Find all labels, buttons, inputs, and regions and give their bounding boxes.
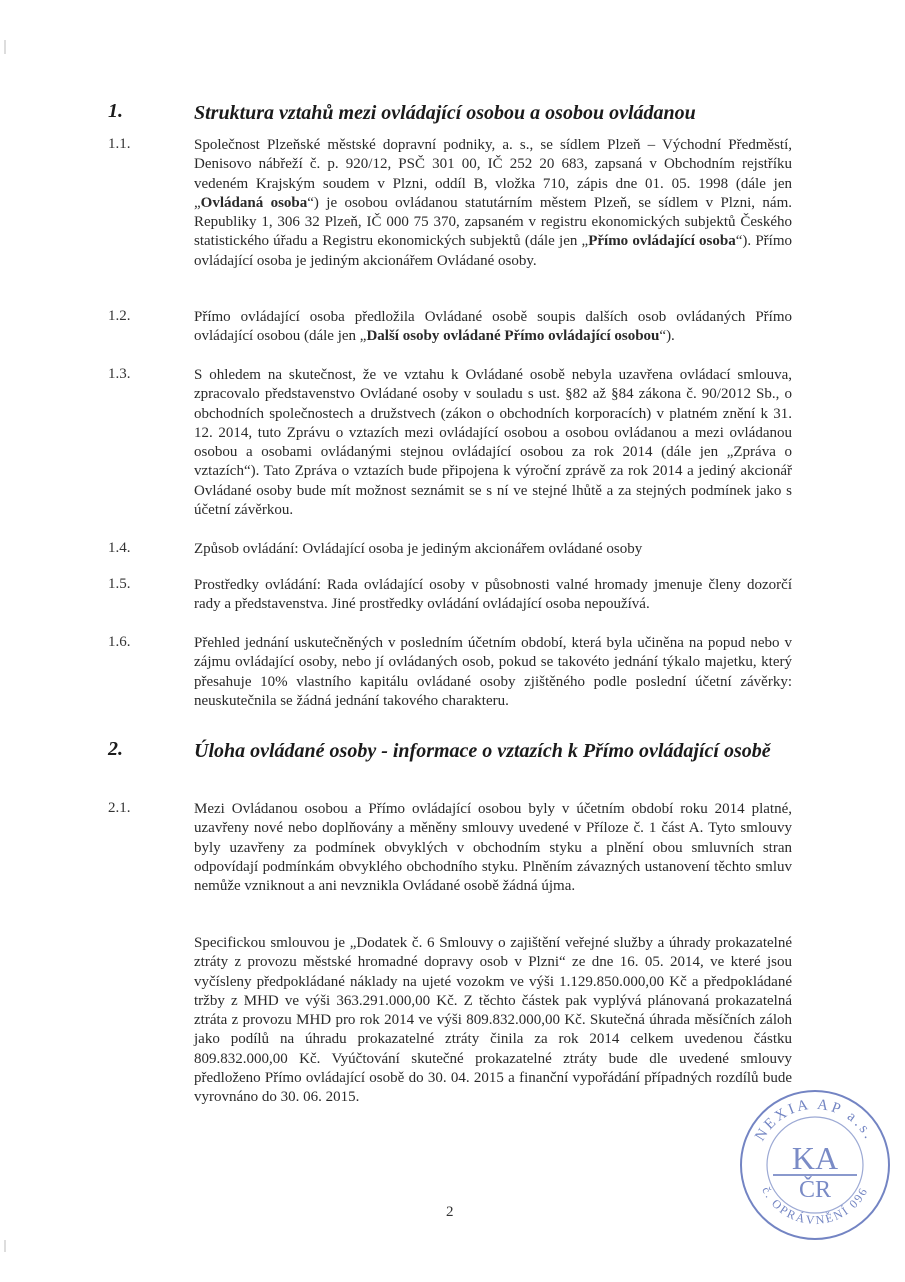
svg-text:KA: KA <box>791 1140 839 1176</box>
paragraph-2-1: Mezi Ovládanou osobou a Přímo ovládající osobou byly v účetním období roku 2014 platné, uzavřeny nové nebo doplňovány a měněny smlouvy uvedené v Příloze č. 1 část A. Tyto smlouvy byly uzavřeny za podmínek obvyklých v obchodním styku a plnění obou smluvních stran odpovídají podmínkám obvyklého obchodního styku. Plněním závazných ustanovení těchto smluv nemůže vzniknout a ani nevznikla Ovládané osobě žádná újma. <box>194 801 792 895</box>
scan-edge-mark <box>4 1240 6 1252</box>
defined-term: Ovládaná osoba <box>200 194 308 211</box>
defined-term: Další osoby ovládané Přímo ovládající osobou <box>366 328 660 345</box>
section-title: Struktura vztahů mezi ovládající osobou a osobou ovládanou <box>194 102 696 124</box>
paragraph-1-3: S ohledem na skutečnost, že ve vztahu k Ovládané osobě nebyla uzavřena ovládací smlouva, zpracovalo představenstvo Ovládané osoby v souladu s ust. §82 až §84 zákona č. 90/2012 Sb., o obchodních společnostech a družstvech (zákon o obchodních korporacích) v platném znění k 31. 12. 2014, tuto Zprávu o vztazích mezi ovládající osobou a osobou ovládanou a mezi ovládanou osobou a osobami ovládanými stejnou ovládající osobou za rok 2014 (dále jen „Zpráva o vztazích“). Tato Zpráva o vztazích bude připojena k výroční zprávě za rok 2014 a jediný akcionář Ovládané osoby bude mít možnost seznámit se s ní ve stejné lhůtě a za stejných podmínek jako s účetní závěrkou. <box>194 367 792 519</box>
svg-text:ČR: ČR <box>798 1177 832 1203</box>
scan-edge-mark <box>4 40 6 54</box>
paragraph-1-1: Společnost Plzeňské městské dopravní podniky, a. s., se sídlem Plzeň – Východní Předměstí, Denisovo nábřeží č. p. 920/12, PSČ 301 00, IČ 252 20 683, zapsaná v Obchodním rejstříku vedeném Krajským soudem v Plzni, oddíl B, vložka 710, zápis dne 01. 05. 1998 (dále jen „Ovládaná osoba“) je osobou ovládanou statutárním městem Plzeň, se sídlem v Plzni, nám. Republiky 1, 306 32 Plzeň, IČ 000 75 370, zapsaném v registru ekonomických subjektů Českého statistického úřadu a Registru ekonomických subjektů (dále jen „Přímo ovládající osoba“). Přímo ovládající osoba je jediným akcionářem Ovládané osoby. <box>194 137 792 269</box>
svg-text:č. OPRÁVNĚNÍ 096: č. OPRÁVNĚNÍ 096 <box>759 1184 871 1228</box>
paragraph-number: 1.1. <box>108 136 131 152</box>
paragraph-2-1-specific-contract: Specifickou smlouvou je „Dodatek č. 6 Smlouvy o zajištění veřejné služby a úhrady prokazatelné ztráty z provozu městské hromadné dopravy osob v Plzni“ ze dne 16. 05. 2014, ve které jsou vyčísleny předpokládané náklady na ujeté vozokm ve výši 1.129.850.000,00 Kč a předpokládané tržby z MHD ve výši 363.291.000,00 Kč. Z těchto částek pak vyplývá plánovaná prokazatelná ztráta z provozu MHD pro rok 2014 ve výši 809.832.000,00 Kč. Skutečná úhrada měsíčních záloh jako podílů na úhradu prokazatelné ztráty činila za rok 2014 celkem uvedenou částku 809.832.000,00 Kč. Vyúčtování skutečné prokazatelné ztráty bude dle uvedené smlouvy předloženo Přímo ovládající osobě do 30. 04. 2015 a finanční vypořádání případných rozdílů bude vyrovnáno do 30. 06. 2015. <box>194 935 792 1106</box>
page-number: 2 <box>446 1204 454 1220</box>
paragraph-number: 1.6. <box>108 634 131 650</box>
section-title: Úloha ovládané osoby - informace o vztazích k Přímo ovládající osobě <box>194 740 771 762</box>
auditor-stamp <box>735 1085 895 1245</box>
section-number: 1. <box>108 100 123 122</box>
section-number: 2. <box>108 738 123 760</box>
paragraph-number: 1.2. <box>108 308 131 324</box>
svg-text:NEXIA AP a.s.: NEXIA AP a.s. <box>752 1096 878 1144</box>
paragraph-number: 1.3. <box>108 366 131 382</box>
defined-term: Přímo ovládající osoba <box>588 233 736 250</box>
paragraph-number: 1.5. <box>108 576 131 592</box>
paragraph-1-4: Způsob ovládání: Ovládající osoba je jediným akcionářem ovládané osoby <box>194 541 643 557</box>
paragraph-1-6: Přehled jednání uskutečněných v posledním účetním období, která byla učiněna na popud nebo v zájmu ovládající osoby, nebo jí ovládaných osob, pokud se takovéto jednání týkalo majetku, který přesahuje 10% vlastního kapitálu ovládané osoby zjištěného podle poslední účetní závěrky: neuskutečnila se žádná jednání takového charakteru. <box>194 635 792 709</box>
paragraph-number: 1.4. <box>108 540 131 556</box>
paragraph-number: 2.1. <box>108 800 131 816</box>
paragraph-1-2: Přímo ovládající osoba předložila Ovládané osobě soupis dalších osob ovládaných Přímo ovládající osobou (dále jen „Další osoby ovládané Přímo ovládající osobou“). <box>194 309 792 345</box>
paragraph-1-5: Prostředky ovládání: Rada ovládající osoby v působnosti valné hromady jmenuje členy dozorčí rady a představenstva. Jiné prostředky ovládání ovládající osoba nepoužívá. <box>194 577 792 613</box>
